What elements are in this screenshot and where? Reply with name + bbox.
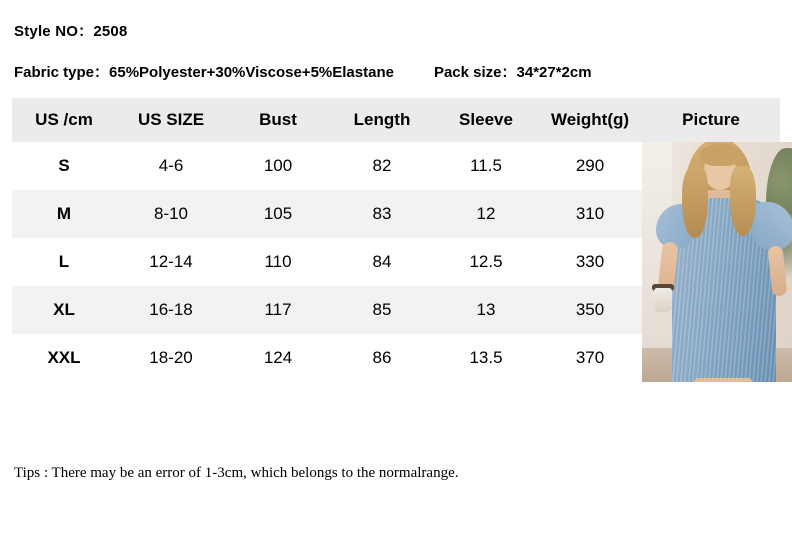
- cell-size: L: [58, 252, 70, 271]
- cell-length: 82: [372, 156, 392, 175]
- column-header-us-cm: US /cm: [35, 110, 93, 129]
- model-hair-left: [682, 166, 708, 238]
- style-number-label: Style NO：: [14, 23, 94, 40]
- cell-us-size: 18-20: [149, 348, 193, 367]
- style-number-value: 2508: [93, 23, 128, 40]
- model-legs: [694, 378, 752, 382]
- cell-sleeve: 11.5: [470, 156, 502, 175]
- pack-size-label: Pack size：: [433, 64, 517, 81]
- cell-bust: 124: [263, 348, 293, 367]
- cell-weight: 330: [575, 252, 605, 271]
- cell-size: M: [56, 204, 72, 223]
- column-header-length: Length: [353, 110, 411, 129]
- cell-sleeve: 12.5: [469, 252, 503, 271]
- size-table-header-row: [12, 98, 780, 142]
- pack-size: [434, 61, 592, 82]
- cell-weight: 290: [575, 156, 605, 175]
- fabric-type-value: 65%Polyester+30%Viscose+5%Elastane: [109, 64, 394, 81]
- cell-weight: 310: [575, 204, 605, 223]
- model-hair-front: [700, 144, 742, 166]
- fabric-type-label: Fabric type：: [14, 64, 110, 81]
- size-table-body: [12, 142, 780, 382]
- cell-length: 83: [372, 204, 392, 223]
- product-photo-cell: [642, 142, 780, 382]
- table-row: [12, 142, 780, 190]
- cell-sleeve: 13.5: [469, 348, 503, 367]
- style-number-line: [12, 0, 780, 41]
- column-header-bust: Bust: [259, 110, 297, 129]
- cell-sleeve: 12: [476, 204, 496, 223]
- cell-sleeve: 13: [476, 300, 496, 319]
- product-photo: [642, 142, 792, 382]
- cell-bust: 100: [263, 156, 293, 175]
- fabric-type: [14, 61, 394, 82]
- column-header-us-size: US SIZE: [137, 110, 205, 129]
- cell-weight: 350: [575, 300, 605, 319]
- size-table: [12, 98, 780, 382]
- cell-size: XXL: [47, 348, 81, 367]
- cell-bust: 117: [264, 300, 292, 319]
- size-table-head: [12, 98, 780, 142]
- cell-us-size: 4-6: [158, 156, 184, 175]
- model-hair-right: [730, 166, 756, 236]
- cell-us-size: 16-18: [149, 300, 193, 319]
- cell-length: 86: [372, 348, 392, 367]
- cell-length: 85: [372, 300, 392, 319]
- dress-sleeve-right: [750, 202, 792, 250]
- cell-length: 84: [372, 252, 392, 271]
- cell-us-size: 8-10: [153, 204, 189, 223]
- cell-size: XL: [53, 300, 75, 319]
- coffee-cup: [654, 288, 672, 312]
- fabric-pack-row: [12, 41, 780, 82]
- tips-note: Tips : There may be an error of 1-3cm, which belongs to the normalrange.: [14, 465, 459, 481]
- column-header-weight: Weight(g): [550, 110, 630, 129]
- pack-size-value: 34*27*2cm: [516, 64, 592, 81]
- cell-weight: 370: [575, 348, 605, 367]
- cell-bust: 105: [263, 204, 293, 223]
- cell-bust: 110: [264, 252, 292, 271]
- column-header-sleeve: Sleeve: [459, 110, 513, 129]
- column-header-picture: Picture: [682, 110, 740, 129]
- cell-us-size: 12-14: [149, 252, 193, 271]
- cell-size: S: [58, 156, 70, 175]
